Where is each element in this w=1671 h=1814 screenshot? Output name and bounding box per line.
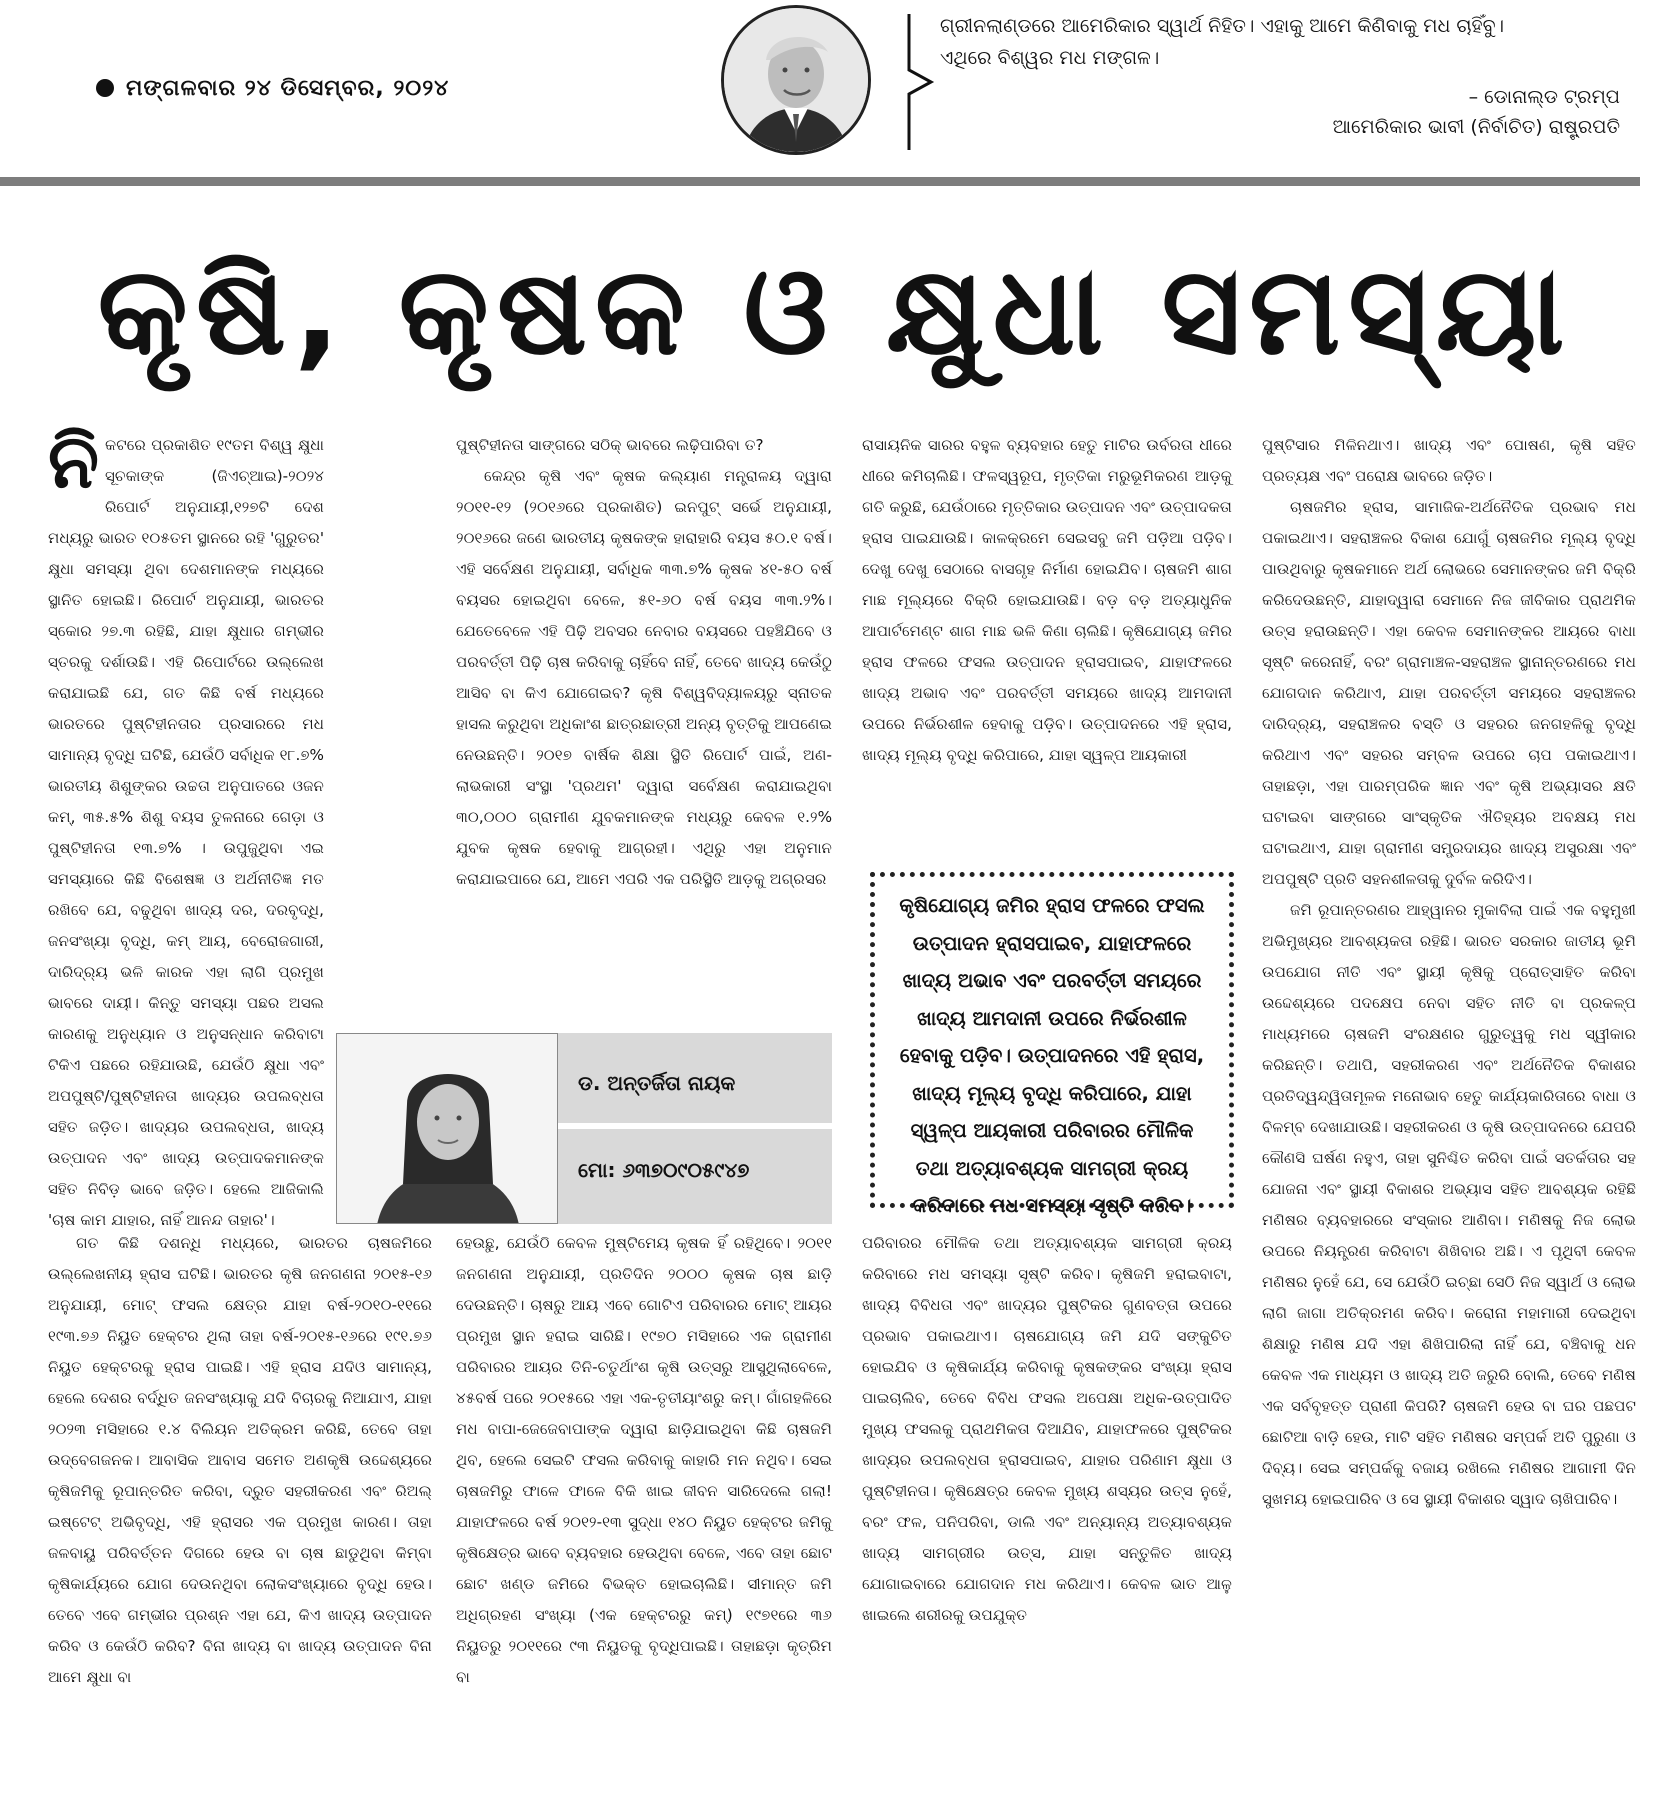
author-portrait-icon (337, 1034, 558, 1224)
article-paragraph: ହେଉଛୁ, ଯେଉଁଠି କେବଳ ମୁଷ୍ଟିମେୟ କୃଷକ ହିଁ ରହିଥିବେ। ୨୦୧୧ ଜନଗଣନା ଅନୁଯାୟୀ, ପ୍ରତିଦିନ ୨୦୦୦ କୃଷକ ଚାଷ ଛାଡ଼ି ଦେଉଛନ୍ତି। ଚାଷରୁ ଆୟ ଏବେ ଗୋଟିଏ ପରିବାରର ମୋଟ୍ ଆୟର ପ୍ରମୁଖ ସ୍ଥାନ ହରାଇ ସାରିଛି। ୧୯୭୦ ମସିହାରେ ଏକ ଗ୍ରାମୀଣ ପରିବାରର ଆୟର ତିନି-ଚତୁର୍ଥାଂଶ କୃଷି ଉତ୍ସରୁ ଆସୁଥିଲାବେଳେ, ୪୫ବର୍ଷ ପରେ ୨୦୧୫ରେ ଏହା ଏକ-ତୃତୀୟାଂଶରୁ କମ୍। ଗାଁଗହଳିରେ ମଧ ବାପା-ଜେଜେବାପାଙ୍କ ଦ୍ୱାରା ଛାଡ଼ିଯାଇଥିବା କିଛି ଚାଷଜମି ଥିବ, ହେଲେ ସେଇଟି ଫସଲ କରିବାକୁ କାହାରି ମନ ନଥିବ। ସେଇ ଚାଷଜମିରୁ ଫାଳେ ଫାଳେ ବିକି ଖାଇ ଜୀବନ ସାରିଦେଲେ ଗଲା! ଯାହାଫଳରେ ବର୍ଷ ୨୦୧୨-୧୩ ସୁଦ୍ଧା ୧୪୦ ନିୟୁତ ହେକ୍ଟର ଜମିକୁ କୃଷିକ୍ଷେତ୍ର ଭାବେ ବ୍ୟବହାର ହେଉଥିବା ବେଳେ, ଏବେ ତାହା ଛୋଟ ଛୋଟ ଖଣ୍ଡ ଜମିରେ ବିଭକ୍ତ ହୋଇଚାଲିଛି। ସୀମାନ୍ତ ଜମି ଅଧିଗ୍ରହଣ ସଂଖ୍ୟା (ଏକ ହେକ୍ଟରରୁ କମ୍) ୧୯୭୧ରେ ୩୬ ନିୟୁତରୁ ୨୦୧୧ରେ ୯୩ ନିୟୁତକୁ ବୃଦ୍ଧିପାଇଛି। ତାହାଛଡ଼ା କୃତ୍ରିମ ବା (456, 1234, 832, 1686)
author-divider (558, 1123, 832, 1129)
bullet-icon (96, 79, 114, 97)
article-paragraph (48, 419, 324, 1236)
dateline (96, 76, 449, 101)
quote-attribution-title: ଆମେରିକାର ଭାବୀ (ନିର୍ବାଚିତ) ରାଷ୍ଟ୍ରପତି (1332, 116, 1620, 138)
author-name: ଡ. ଅନ୍ତର୍ଜିତା ନାୟକ (578, 1071, 736, 1095)
article-column-3-bottom (862, 1228, 1232, 1631)
quote-box (940, 10, 1620, 142)
quote-text: ଗ୍ରୀନଲାଣ୍ଡରେ ଆମେରିକାର ସ୍ୱାର୍ଥ ନିହିତ। ଏହାକୁ ଆମେ କିଣିବାକୁ ମଧ ଚାହିଁବୁ। ଏଥିରେ ବିଶ୍ୱର ମଧ ମଙ୍ଗଳ। (940, 15, 1505, 69)
dropcap: ନି (48, 419, 99, 505)
portrait-icon (724, 8, 868, 152)
article-paragraph: ପୁଷ୍ଟିହୀନତା ସାଙ୍ଗରେ ସଠିକ୍ ଭାବରେ ଲଢ଼ିପାରିବା ତ? (456, 436, 764, 454)
article-paragraph: ଚାଷଜମିର ହ୍ରାସ, ସାମାଜିକ-ଅର୍ଥନୈତିକ ପ୍ରଭାବ ମଧ ପକାଇଥାଏ। ସହରାଞ୍ଚଳର ବିକାଶ ଯୋଗୁଁ ଚାଷଜମିର ମୂଲ୍ୟ ବୃଦ୍ଧି ପାଉଥିବାରୁ କୃଷକମାନେ ଅର୍ଥ ଲୋଭରେ ସେମାନଙ୍କର ଜମି ବିକ୍ରି କରିଦେଉଛନ୍ତି, ଯାହାଦ୍ୱାରା ସେମାନେ ନିଜ ଜୀବିକାର ପ୍ରାଥମିକ ଉତ୍ସ ହରାଉଛନ୍ତି। ଏହା କେବଳ ସେମାନଙ୍କର ଆୟରେ ବାଧା ସୃଷ୍ଟି କରେନାହିଁ, ବରଂ ଗ୍ରାମାଞ୍ଚଳ-ସହରାଞ୍ଚଳ ସ୍ଥାନାନ୍ତରଣରେ ମଧ ଯୋଗଦାନ କରିଥାଏ, ଯାହା ପରବର୍ତ୍ତୀ ସମୟରେ ସହରାଞ୍ଚଳର ଦାରିଦ୍ର୍ୟ, ସହରାଞ୍ଚଳର ବସ୍ତି ଓ ସହରର ଜନଗହଳିକୁ ବୃଦ୍ଧି କରିଥାଏ ଏବଂ ସହରର ସମ୍ବଳ ଉପରେ ଚାପ ପକାଇଥାଏ। ତାହାଛଡ଼ା, ଏହା ପାରମ୍ପରିକ ଜ୍ଞାନ ଏବଂ କୃଷି ଅଭ୍ୟାସର କ୍ଷତି ଘଟାଇବା ସାଙ୍ଗରେ ସାଂସ୍କୃତିକ ଐତିହ୍ୟର ଅବକ୍ଷୟ ମଧ ଘଟାଇଥାଏ, ଯାହା ଗ୍ରାମୀଣ ସମ୍ପ୍ରଦାୟର ଖାଦ୍ୟ ଅସୁରକ୍ଷା ଏବଂ ଅପପୁଷ୍ଟି ପ୍ରତି ସହନଶୀଳତାକୁ ଦୁର୍ବଳ କରିଦିଏ। (1262, 498, 1636, 888)
article-column-2-bottom (456, 1228, 832, 1693)
article-paragraph: ପରିବାରର ମୌଳିକ ତଥା ଅତ୍ୟାବଶ୍ୟକ ସାମଗ୍ରୀ କ୍ରୟ କରିବାରେ ମଧ ସମସ୍ୟା ସୃଷ୍ଟି କରିବ। କୃଷିଜମି ହରାଇବାଟା, ଖାଦ୍ୟ ବିବିଧତା ଏବଂ ଖାଦ୍ୟର ପୁଷ୍ଟିକର ଗୁଣବତ୍ତା ଉପରେ ପ୍ରଭାବ ପକାଇଥାଏ। ଚାଷଯୋଗ୍ୟ ଜମି ଯଦି ସଙ୍କୁଚିତ ହୋଇଯିବ ଓ କୃଷିକାର୍ଯ୍ୟ କରିବାକୁ କୃଷକଙ୍କର ସଂଖ୍ୟା ହ୍ରାସ ପାଇଚାଲିବ, ତେବେ ବିବିଧ ଫସଲ ଅପେକ୍ଷା ଅଧିକ-ଉତ୍ପାଦିତ ମୁଖ୍ୟ ଫସଲକୁ ପ୍ରାଥମିକତା ଦିଆଯିବ, ଯାହାଫଳରେ ପୁଷ୍ଟିକର ଖାଦ୍ୟର ଉପଲବ୍ଧତା ହ୍ରାସପାଇବ, ଯାହାର ପରିଣାମ କ୍ଷୁଧା ଓ ପୁଷ୍ଟିହୀନତା। କୃଷିକ୍ଷେତ୍ର କେବଳ ମୁଖ୍ୟ ଶସ୍ୟର ଉତ୍ସ ନୁହେଁ, ବରଂ ଫଳ, ପନିପରିବା, ଡାଲି ଏବଂ ଅନ୍ୟାନ୍ୟ ଅତ୍ୟାବଶ୍ୟକ ଖାଦ୍ୟ ସାମଗ୍ରୀର ଉତ୍ସ, ଯାହା ସନ୍ତୁଳିତ ଖାଦ୍ୟ ଯୋଗାଇବାରେ ଯୋଗଦାନ ମଧ କରିଥାଏ। କେବଳ ଭାତ ଆଳୁ ଖାଇଲେ ଶରୀରକୁ ଉପଯୁକ୍ତ (862, 1234, 1232, 1624)
headline: କୃଷି, କୃଷକ ଓ କ୍ଷୁଧା ସମସ୍ୟା (97, 240, 1573, 382)
article-column-3-top (862, 430, 1232, 771)
article-paragraph: କେନ୍ଦ୍ର କୃଷି ଏବଂ କୃଷକ କଲ୍ୟାଣ ମନ୍ତ୍ରାଳୟ ଦ୍ୱାରା ୨୦୧୧-୧୨ (୨୦୧୬ରେ ପ୍ରକାଶିତ) ଇନପୁଟ୍ ସର୍ଭେ ଅନୁଯାୟୀ, ୨୦୧୬ରେ ଜଣେ ଭାରତୀୟ କୃଷକଙ୍କ ହାରାହାରି ବୟସ ୫୦.୧ ବର୍ଷ। ଏହି ସର୍ବେକ୍ଷଣ ଅନୁଯାୟୀ, ସର୍ବାଧିକ ୩୩.୭% କୃଷକ ୪୧-୫୦ ବର୍ଷ ବୟସର ହୋଇଥିବା ବେଳେ, ୫୧-୬୦ ବର୍ଷ ବୟସ ୩୩.୨%। ଯେତେବେଳେ ଏହି ପିଢ଼ି ଅବସର ନେବାର ବୟସରେ ପହଞ୍ଚିଯିବେ ଓ ପରବର୍ତ୍ତୀ ପିଢ଼ି ଚାଷ କରିବାକୁ ଚାହିଁବେ ନାହିଁ, ତେବେ ଖାଦ୍ୟ କେଉଁଠୁ ଆସିବ ବା କିଏ ଯୋଗେଇବ? କୃଷି ବିଶ୍ୱବିଦ୍ୟାଳୟରୁ ସ୍ନାତକ ହାସଲ କରୁଥିବା ଅଧିକାଂଶ ଛାତ୍ରଛାତ୍ରୀ ଅନ୍ୟ ବୃତ୍ତିକୁ ଆପଣେଇ ନେଉଛନ୍ତି। ୨୦୧୭ ବାର୍ଷିକ ଶିକ୍ଷା ସ୍ଥିତି ରିପୋର୍ଟ ପାଇଁ, ଅଣ-ଲାଭକାରୀ ସଂସ୍ଥା 'ପ୍ରଥମ' ଦ୍ୱାରା ସର୍ବେକ୍ଷଣ କରାଯାଇଥିବା ୩୦,୦୦୦ ଗ୍ରାମୀଣ ଯୁବକମାନଙ୍କ ମଧ୍ୟରୁ କେବଳ ୧.୨% ଯୁବକ କୃଷକ ହେବାକୁ ଆଗ୍ରହୀ। ଏଥିରୁ ଏହା ଅନୁମାନ କରାଯାଇପାରେ ଯେ, ଆମେ ଏପରି ଏକ ପରିସ୍ଥିତି ଆଡ଼କୁ ଅଗ୍ରସର (456, 467, 832, 888)
quote-attribution-name: – ଡୋନାଲ୍ଡ ଟ୍ରମ୍ପ (1468, 86, 1620, 108)
quote-attribution (940, 82, 1620, 142)
author-box (336, 1033, 832, 1224)
dateline-text: ମଙ୍ଗଳବାର ୨୪ ଡିସେମ୍ବର, ୨୦୨୪ (126, 76, 450, 101)
quote-brace-icon (905, 12, 935, 152)
header-rule (0, 177, 1640, 186)
pull-quote: କୃଷିଯୋଗ୍ୟ ଜମିର ହ୍ରାସ ଫଳରେ ଫସଲ ଉତ୍ପାଦନ ହ୍ରାସପାଇବ, ଯାହାଫଳରେ ଖାଦ୍ୟ ଅଭାବ ଏବଂ ପରବର୍ତ୍ତୀ ସମୟରେ ଖାଦ୍ୟ ଆମଦାନୀ ଉପରେ ନିର୍ଭରଶୀଳ ହେବାକୁ ପଡ଼ିବ। ଉତ୍ପାଦନରେ ଏହି ହ୍ରାସ, ଖାଦ୍ୟ ମୂଲ୍ୟ ବୃଦ୍ଧି କରିପାରେ, ଯାହା ସ୍ୱଳ୍ପ ଆୟକାରୀ ପରିବାରର ମୌଳିକ ତଥା ଅତ୍ୟାବଶ୍ୟକ ସାମଗ୍ରୀ କ୍ରୟ କରିବାରେ ମଧ ସମସ୍ୟା ସୃଷ୍ଟି କରିବ। (870, 872, 1234, 1208)
article-column-4 (1262, 430, 1636, 1515)
author-phone: ମୋ: ୬୩୭୦୯୦୫୯୪୭ (578, 1158, 750, 1182)
article-paragraph: ପୁଷ୍ଟିସାର ମିଳିନଥାଏ। ଖାଦ୍ୟ ଏବଂ ପୋଷଣ, କୃଷି ସହିତ ପ୍ରତ୍ୟକ୍ଷ ଏବଂ ପରୋକ୍ଷ ଭାବରେ ଜଡ଼ିତ। (1262, 436, 1636, 485)
author-photo (336, 1033, 558, 1224)
article-column-2-top (456, 430, 832, 895)
article-column-1-bottom (48, 1228, 432, 1693)
article-column-1-top (48, 419, 324, 1236)
article-paragraph: ଗତ କିଛି ଦଶନ୍ଧି ମଧ୍ୟରେ, ଭାରତର ଚାଷଜମିରେ ଉଲ୍ଲେଖନୀୟ ହ୍ରାସ ଘଟିଛି। ଭାରତର କୃଷି ଜନଗଣନା ୨୦୧୫-୧୬ ଅନୁଯାୟୀ, ମୋଟ୍ ଫସଲ କ୍ଷେତ୍ର ଯାହା ବର୍ଷ-୨୦୧୦-୧୧ରେ ୧୯୩.୭୬ ନିୟୁତ ହେକ୍ଟର ଥିଲା ତାହା ବର୍ଷ-୨୦୧୫-୧୬ରେ ୧୯୧.୭୬ ନିୟୁତ ହେକ୍ଟରକୁ ହ୍ରାସ ପାଇଛି। ଏହି ହ୍ରାସ ଯଦିଓ ସାମାନ୍ୟ, ହେଲେ ଦେଶର ବର୍ଦ୍ଧିତ ଜନସଂଖ୍ୟାକୁ ଯଦି ବିଚାରକୁ ନିଆଯାଏ, ଯାହା ୨୦୨୩ ମସିହାରେ ୧.୪ ବିଲିୟନ ଅତିକ୍ରମ କରିଛି, ତେବେ ତାହା ଉଦ୍‌ବେଗଜନକ। ଆବାସିକ ଆବାସ ସମେତ ଅଣକୃଷି ଉଦ୍ଦେଶ୍ୟରେ କୃଷିଜମିକୁ ରୂପାନ୍ତରିତ କରିବା, ଦ୍ରୁତ ସହରୀକରଣ ଏବଂ ରିଅଲ୍ ଇଷ୍ଟେଟ୍ ଅଭିବୃଦ୍ଧି, ଏହି ହ୍ରାସର ଏକ ପ୍ରମୁଖ କାରଣ। ତାହା ଜଳବାୟୁ ପରିବର୍ତ୍ତନ ଦିଗରେ ହେଉ ବା ଚାଷ ଛାଡୁଥିବା କିମ୍ବା କୃଷିକାର୍ଯ୍ୟରେ ଯୋଗ ଦେଉନଥିବା ଲୋକସଂଖ୍ୟାରେ ବୃଦ୍ଧି ହେଉ। ତେବେ ଏବେ ଗମ୍ଭୀର ପ୍ରଶ୍ନ ଏହା ଯେ, କିଏ ଖାଦ୍ୟ ଉତ୍ପାଦନ କରିବ ଓ କେଉଁଠି କରିବ? ବିନା ଖାଦ୍ୟ ବା ଖାଦ୍ୟ ଉତ୍ପାଦନ ବିନା ଆମେ କ୍ଷୁଧା ବା (48, 1234, 432, 1686)
article-text: କଟରେ ପ୍ରକାଶିତ ୧୯ତମ ବିଶ୍ୱ କ୍ଷୁଧା ସୂଚକାଙ୍କ (ଜିଏଚ୍‌ଆଇ)-୨୦୨୪ ରିପୋର୍ଟ ଅନୁଯାୟୀ,୧୨୭ଟି ଦେଶ ମଧ୍ୟରୁ ଭାରତ ୧୦୫ତମ ସ୍ଥାନରେ ରହି 'ଗୁରୁତର' କ୍ଷୁଧା ସମସ୍ୟା ଥିବା ଦେଶମାନଙ୍କ ମଧ୍ୟରେ ସ୍ଥାନିତ ହୋଇଛି। ରିପୋର୍ଟ ଅନୁଯାୟୀ, ଭାରତର ସ୍କୋର ୨୭.୩ ରହିଛି, ଯାହା କ୍ଷୁଧାର ଗମ୍ଭୀର ସ୍ତରକୁ ଦର୍ଶାଉଛି। ଏହି ରିପୋର୍ଟରେ ଉଲ୍ଲେଖ କରାଯାଇଛି ଯେ, ଗତ କିଛି ବର୍ଷ ମଧ୍ୟରେ ଭାରତରେ ପୁଷ୍ଟିହୀନତାର ପ୍ରସାରରେ ମଧ ସାମାନ୍ୟ ବୃଦ୍ଧି ଘଟିଛି, ଯେଉଁଠି ସର୍ବାଧିକ ୧୮.୭% ଭାରତୀୟ ଶିଶୁଙ୍କର ଉଚ୍ଚତା ଅନୁପାତରେ ଓଜନ କମ୍, ୩୫.୫% ଶିଶୁ ବୟସ ତୁଳନାରେ ଗେଡ଼ା ଓ ପୁଷ୍ଟିହୀନତା ୧୩.୭% । ଉପୁଜୁଥିବା ଏଇ ସମସ୍ୟାରେ କିଛି ବିଶେଷଜ୍ଞ ଓ ଅର୍ଥନୀତିଜ୍ଞ ମତ ରଖିବେ ଯେ, ବଢୁଥିବା ଖାଦ୍ୟ ଦର, ଦରବୃଦ୍ଧି, ଜନସଂଖ୍ୟା ବୃଦ୍ଧି, କମ୍ ଆୟ, ବେରୋଜଗାରୀ, ଦାରିଦ୍ର୍ୟ ଭଳି କାରକ ଏହା ଲାଗି ପ୍ରମୁଖ ଭାବରେ ଦାୟୀ। କିନ୍ତୁ ସମସ୍ୟା ପଛର ଅସଲ କାରଣକୁ ଅନୁଧ୍ୟାନ ଓ ଅନୁସନ୍ଧାନ କରିବାଟା ଟିକିଏ ପଛରେ ରହିଯାଉଛି, ଯେଉଁଠି କ୍ଷୁଧା ଏବଂ ଅପପୁଷ୍ଟି/ପୁଷ୍ଟିହୀନତା ଖାଦ୍ୟର ଉପଲବ୍ଧତା ସହିତ ଜଡ଼ିତ। ଖାଦ୍ୟର ଉପଲବ୍ଧତା, ଖାଦ୍ୟ ଉତ୍ପାଦନ ଏବଂ ଖାଦ୍ୟ ଉତ୍ପାଦକମାନଙ୍କ ସହିତ ନିବିଡ଼ ଭାବେ ଜଡ଼ିତ। ହେଲେ ଆଜିକାଲି 'ଚାଷ କାମ ଯାହାର, ନାହିଁ ଆନନ୍ଦ ତାହାର'। (48, 436, 324, 1229)
quote-portrait (721, 5, 871, 155)
article-paragraph: ରାସାୟନିକ ସାରର ବହୁଳ ବ୍ୟବହାର ହେତୁ ମାଟିର ଉର୍ବରତା ଧୀରେ ଧୀରେ କମିଚାଲିଛି। ଫଳସ୍ୱରୂପ, ମୃତ୍ତିକା ମରୁଭୂମିକରଣ ଆଡ଼କୁ ଗତି କରୁଛି, ଯେଉଁଠାରେ ମୃତ୍ତିକାର ଉତ୍ପାଦନ ଏବଂ ଉତ୍ପାଦକତା ହ୍ରାସ ପାଇଯାଉଛି। କାଳକ୍ରମେ ସେଇସବୁ ଜମି ପଡ଼ିଆ ପଡ଼ିବ। ଦେଖୁ ଦେଖୁ ସେଠାରେ ବାସଗୃହ ନିର୍ମାଣ ହୋଇଯିବ। ଚାଷଜମି ଶାଗ ମାଛ ମୂଲ୍ୟରେ ବିକ୍ରି ହୋଇଯାଉଛି। ବଡ଼ ବଡ଼ ଅତ୍ୟାଧୁନିକ ଆପାର୍ଟମେଣ୍ଟ ଶାଗ ମାଛ ଭଳି କିଣା ଚାଲିଛି। କୃଷିଯୋଗ୍ୟ ଜମିର ହ୍ରାସ ଫଳରେ ଫସଲ ଉତ୍ପାଦନ ହ୍ରାସପାଇବ, ଯାହାଫଳରେ ଖାଦ୍ୟ ଅଭାବ ଏବଂ ପରବର୍ତ୍ତୀ ସମୟରେ ଖାଦ୍ୟ ଆମଦାନୀ ଉପରେ ନିର୍ଭରଶୀଳ ହେବାକୁ ପଡ଼ିବ। ଉତ୍ପାଦନରେ ଏହି ହ୍ରାସ, ଖାଦ୍ୟ ମୂଲ୍ୟ ବୃଦ୍ଧି କରିପାରେ, ଯାହା ସ୍ୱଳ୍ପ ଆୟକାରୀ (862, 436, 1232, 764)
article-paragraph: ଜମି ରୂପାନ୍ତରଣର ଆହ୍ୱାନର ମୁକାବିଲା ପାଇଁ ଏକ ବହୁମୁଖୀ ଅଭିମୁଖ୍ୟର ଆବଶ୍ୟକତା ରହିଛି। ଭାରତ ସରକାର ଜାତୀୟ ଭୂମି ଉପଯୋଗ ନୀତି ଏବଂ ସ୍ଥାୟୀ କୃଷିକୁ ପ୍ରୋତ୍ସାହିତ କରିବା ଉଦ୍ଦେଶ୍ୟରେ ପଦକ୍ଷେପ ନେବା ସହିତ ନୀତି ବା ପ୍ରକଳ୍ପ ମାଧ୍ୟମରେ ଚାଷଜମି ସଂରକ୍ଷଣର ଗୁରୁତ୍ୱକୁ ମଧ ସ୍ୱୀକାର କରିଛନ୍ତି। ତଥାପି, ସହରୀକରଣ ଏବଂ ଅର୍ଥନୈତିକ ବିକାଶର ପ୍ରତିଦ୍ୱନ୍ଦ୍ୱିତାମୂଳକ ମନୋଭାବ ହେତୁ କାର୍ଯ୍ୟକାରିତାରେ ବାଧା ଓ ବିଳମ୍ବ ଦେଖାଯାଉଛି। ସହରୀକରଣ ଓ କୃଷି ଉତ୍ପାଦନରେ ଯେପରି କୌଣସି ଘର୍ଷଣ ନହୁଏ, ତାହା ସୁନିଶ୍ଚିତ କରିବା ପାଇଁ ସତର୍କତାର ସହ ଯୋଜନା ଏବଂ ସ୍ଥାୟୀ ବିକାଶର ଅଭ୍ୟାସ ସହିତ ଆବଶ୍ୟକ ରହିଛି ମଣିଷର ବ୍ୟବହାରରେ ସଂସ୍କାର ଆଣିବା। ମଣିଷକୁ ନିଜ ଲୋଭ ଉପରେ ନିୟନ୍ତ୍ରଣ କରିବାଟା ଶିଖିବାର ଅଛି। ଏ ପୃଥିବୀ କେବଳ ମଣିଷର ନୁହେଁ ଯେ, ସେ ଯେଉଁଠି ଇଚ୍ଛା ସେଠି ନିଜ ସ୍ୱାର୍ଥ ଓ ଲୋଭ ଲାଗି ଜାଗା ଅତିକ୍ରମଣ କରିବ। କରୋନା ମହାମାରୀ ଦେଇଥିବା ଶିକ୍ଷାରୁ ମଣିଷ ଯଦି ଏହା ଶିଖିପାରିଲା ନାହିଁ ଯେ, ବଞ୍ଚିବାକୁ ଧନ କେବଳ ଏକ ମାଧ୍ୟମ ଓ ଖାଦ୍ୟ ଅତି ଜରୁରି ବୋଲି, ତେବେ ମଣିଷ ଏକ ସର୍ବବୃହତ୍ତ ପ୍ରାଣୀ କିପରି? ଚାଷଜମି ହେଉ ବା ଘର ପଛପଟ ଛୋଟିଆ ବାଡ଼ି ହେଉ, ମାଟି ସହିତ ମଣିଷର ସମ୍ପର୍କ ଅତି ପୁରୁଣା ଓ ଦିବ୍ୟ। ସେଇ ସମ୍ପର୍କକୁ ବଜାୟ ରଖିଲେ ମଣିଷର ଆଗାମୀ ଦିନ ସୁଖମୟ ହୋଇପାରିବ ଓ ସେ ସ୍ଥାୟୀ ବିକାଶର ସ୍ୱାଦ ଚାଖିପାରିବ। (1262, 901, 1636, 1508)
